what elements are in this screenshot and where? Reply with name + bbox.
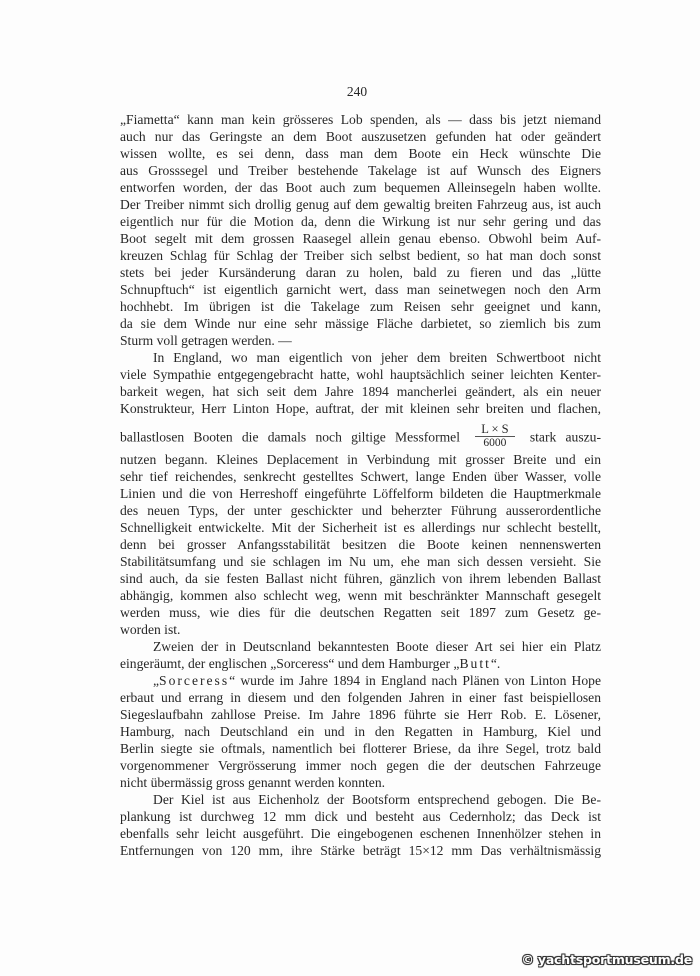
letterspaced-name: Butt	[459, 656, 491, 671]
text-line: erbaut und errang in diesem und den folgenden Jahren in einer fast beispiellosen	[120, 690, 601, 705]
text-line: Stabilitätsumfang und sie schlagen im Nu um, ehe man sich dessen versieht. Sie	[120, 554, 601, 569]
text-line: kreuzen Schlag für Schlag der Treiber sich selbst bedient, so hat man doch sonst	[120, 248, 601, 263]
text-line: wissen wollte, es sei denn, dass man dem Boote ein Heck wünschte Die	[120, 146, 601, 161]
text-line: Boot segelt mit dem grossen Raasegel allein genau ebenso. Obwohl beim Auf-	[120, 231, 601, 246]
text-line: viele Sympathie entgegengebracht hatte, wohl hauptsächlich seiner leichten Kenter-	[120, 367, 601, 382]
text-line: Der Treiber nimmt sich drollig genug auf dem gewaltig breiten Fahrzeug aus, ist auch	[120, 197, 601, 212]
text-line: entworfen worden, der das Boot auch zum bequemen Alleinsegeln haben wollte.	[120, 180, 601, 195]
text-line: Berlin siegte sie oftmals, namentlich bei flotterer Briese, da ihre Segel, trotz bald	[120, 741, 601, 756]
text-line: vorgenommener Vergrösserung immer noch gegen die der deutschen Fahrzeuge	[120, 758, 601, 773]
text-line: stets bei jeder Kursänderung daran zu holen, bald zu fieren und das „lütte	[120, 265, 601, 280]
text-line: des neuen Typs, der unter geschickter und beherzter Führung ausserordentliche	[120, 503, 601, 518]
text-line: plankung ist durchweg 12 mm dick und besteht aus Cedernholz; das Deck ist	[120, 809, 601, 824]
text-line	[120, 422, 601, 449]
formula-numerator: L × S	[475, 423, 514, 437]
body-text	[120, 111, 601, 859]
paragraph	[120, 111, 601, 349]
text-line: sehr tief reichendes, senkrecht gestelltes Schwert, lange Enden über Wasser, volle	[120, 469, 601, 484]
text-segment: “ wurde im Jahre 1894 in England nach Plänen von Linton Hope	[229, 673, 601, 688]
text-line: Zweien der in Deutscnland bekanntesten Boote dieser Art sei hier ein Platz	[153, 639, 601, 654]
text-line	[120, 672, 601, 689]
text-line: auch nur das Geringste an dem Boot auszusetzen gefunden hat oder geändert	[120, 129, 601, 144]
text-line: Sturm voll getragen werden. —	[120, 333, 292, 348]
text-line: sind auch, da sie festen Ballast nicht führen, gänzlich von ihrem lebenden Ballast	[120, 571, 601, 586]
text-line: Schnupftuch“ ist eigentlich garnicht wert, dass man seinetwegen noch den Arm	[120, 282, 601, 297]
text-line: worden ist.	[120, 622, 181, 637]
text-segment: ballastlosen Booten die damals noch giltige Messformel	[120, 429, 470, 445]
watermark-logo: © yachtsportmuseum.de	[521, 952, 692, 967]
page-number: 240	[346, 84, 368, 99]
text-line: hochhebt. Im übrigen ist die Takelage zum Reisen sehr geeignet und kann,	[120, 299, 601, 314]
text-line: Konstrukteur, Herr Linton Hope, auftrat, der mit kleinen sehr breiten und flachen,	[120, 401, 601, 416]
text-line: aus Grosssegel und Treiber bestehende Takelage ist auf Wunsch des Eigners	[120, 163, 601, 178]
text-line: Siegeslaufbahn zahllose Preise. Im Jahre 1896 führte sie Herr Rob. E. Lösener,	[120, 707, 601, 722]
paragraph	[120, 672, 601, 791]
text-line: abhängig, kommen also schlecht weg, wenn mit beschränkter Mannschaft gesegelt	[120, 588, 601, 603]
text-line: nicht übermässig gross genannt werden konnten.	[120, 775, 386, 790]
text-segment: “.	[490, 656, 501, 671]
paragraph	[120, 791, 601, 859]
letterspaced-name: Sorceress	[159, 673, 230, 688]
text-line	[120, 655, 601, 672]
text-line: werden muss, wie dies für die deutschen Regatten seit 1897 zum Gesetz ge-	[120, 605, 601, 620]
text-segment: eingeräumt, der englischen „Sorceress“ und dem Hamburger „	[120, 656, 460, 671]
text-segment: stark auszu-	[520, 429, 601, 445]
text-line: Hamburg, nach Deutschland ein und in den Regatten in Hamburg, Kiel und	[120, 724, 601, 739]
paragraph	[120, 638, 601, 672]
measurement-formula	[475, 423, 514, 450]
text-segment: „	[153, 673, 160, 688]
text-line: barkeit wegen, hat sich seit dem Jahre 1894 mancherlei geändert, als ein neuer	[120, 384, 601, 399]
text-line: nutzen begann. Kleines Deplacement in Verbindung mit grosser Breite und ein	[120, 452, 601, 467]
paragraph	[120, 349, 601, 638]
text-line: Der Kiel ist aus Eichenholz der Bootsform entsprechend gebogen. Die Be-	[153, 792, 601, 807]
text-line: Linien und die von Herreshoff eingeführte Löffelform bildeten die Hauptmerkmale	[120, 486, 601, 501]
formula-denominator: 6000	[483, 437, 507, 449]
text-line: Schnelligkeit entwickelte. Mit der Sicherheit ist es allerdings nur schlecht bestellt,	[120, 520, 601, 535]
text-line: eigentlich nur für die Motion da, denn die Wirkung ist nur sehr gering und das	[120, 214, 601, 229]
text-line: ebenfalls sehr leicht ausgeführt. Die eingebogenen eschenen Innenhölzer stehen in	[120, 826, 601, 841]
text-line: In England, wo man eigentlich von jeher dem breiten Schwertboot nicht	[153, 350, 601, 365]
text-line: „Fiametta“ kann man kein grösseres Lob spenden, als — dass bis jetzt niemand	[120, 112, 601, 127]
text-line: Entfernungen von 120 mm, ihre Stärke beträgt 15×12 mm Das verhältnismässig	[120, 843, 601, 858]
text-line: da sie dem Winde nur eine sehr mässige Fläche darbietet, so ziemlich bis zum	[120, 316, 601, 331]
text-line: denn bei grosser Anfangsstabilität besitzen die Boote keinen nennenswerten	[120, 537, 601, 552]
